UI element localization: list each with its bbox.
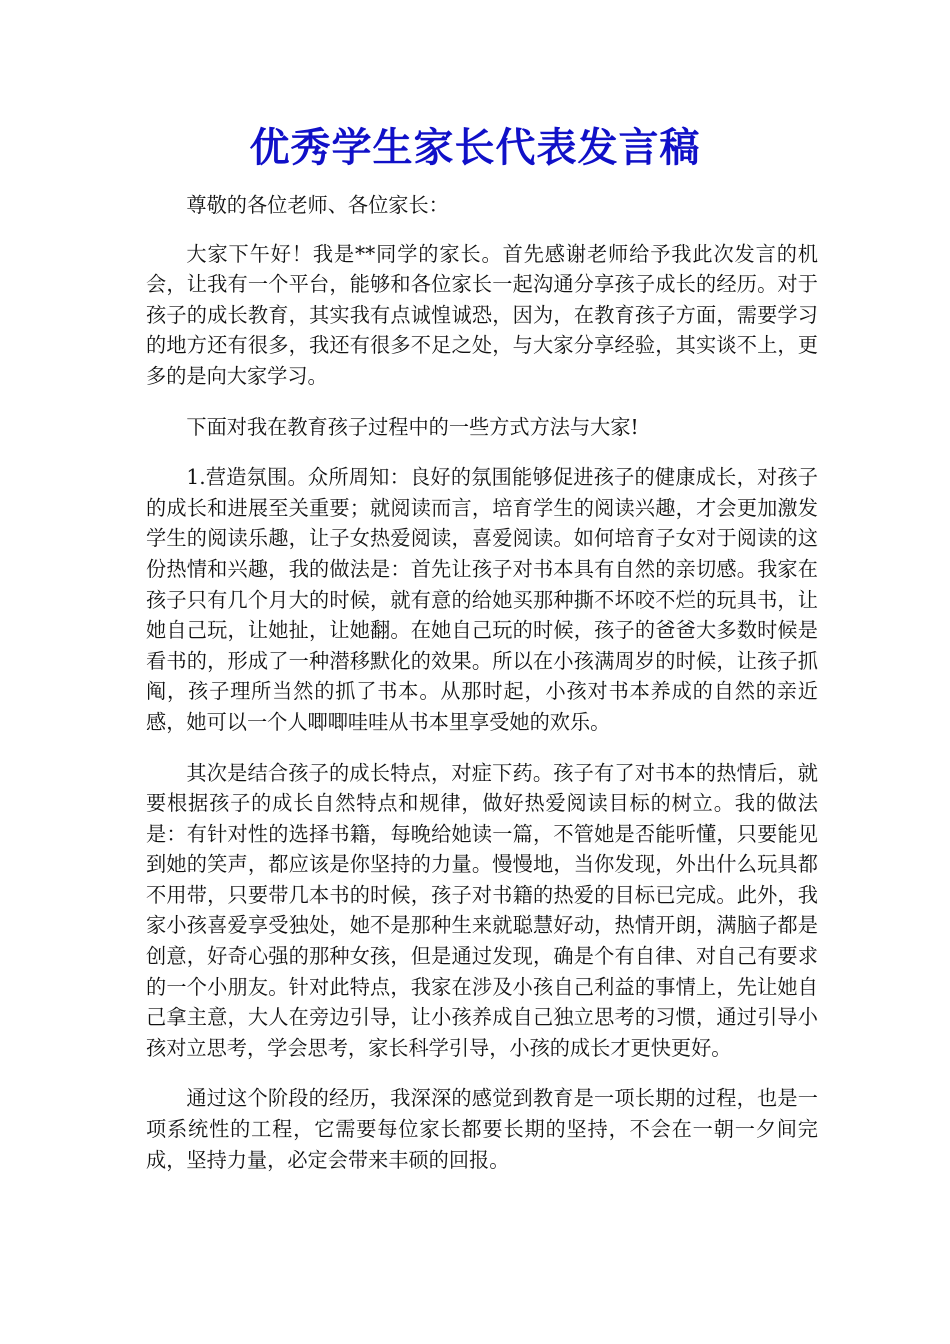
paragraph-point-two: 其次是结合孩子的成长特点，对症下药。孩子有了对书本的热情后，就要根据孩子的成长自然特点和规律，做好热爱阅读目标的树立。我的做法是：有针对性的选择书籍，每晚给她读一篇，不管她是否能听懂，只要能见到她的笑声，都应该是你坚持的力量。慢慢地，当你发现，外出什么玩具都不用带，只要带几本书的时候，孩子对书籍的热爱的目标已完成。此外，我家小孩喜爱享受独处，她不是那种生来就聪慧好动，热情开朗，满脑子都是创意，好奇心强的那种女孩，但是通过发现，确是个有自律、对自己有要求的一个小朋友。针对此特点，我家在涉及小孩自己利益的事情上，先让她自己拿主意，大人在旁边引导，让小孩养成自己独立思考的习惯，通过引导小孩对立思考，学会思考，家长科学引导，小孩的成长才更快更好。	[146, 760, 818, 1060]
paragraph-conclusion: 通过这个阶段的经历，我深深的感觉到教育是一项长期的过程，也是一项系统性的工程，它需要每位家长都要长期的坚持，不会在一朝一夕间完成，坚持力量，必定会带来丰硕的回报。	[146, 1086, 818, 1172]
document-title: 优秀学生家长代表发言稿	[249, 124, 701, 171]
paragraph-point-one: 1.营造氛围。众所周知：良好的氛围能够促进孩子的健康成长，对孩子的成长和进展至关重要；就阅读而言，培育学生的阅读兴趣，才会更加激发学生的阅读乐趣，让子女热爱阅读，喜爱阅读。如何培育子女对于阅读的这份热情和兴趣，我的做法是：首先让孩子对书本具有自然的亲切感。我家在孩子只有几个月大的时候，就有意的给她买那种撕不坏咬不烂的玩具书，让她自己玩，让她扯，让她翻。在她自己玩的时候，孩子的爸爸大多数时候是看书的，形成了一种潜移默化的效果。所以在小孩满周岁的时候，让孩子抓阄，孩子理所当然的抓了书本。从那时起，小孩对书本养成的自然的亲近感，她可以一个人唧唧哇哇从书本里享受她的欢乐。	[146, 465, 818, 734]
paragraph-greeting: 尊敬的各位老师、各位家长：	[186, 193, 449, 217]
document-body	[146, 190, 818, 1195]
paragraph-transition: 下面对我在教育孩子过程中的一些方式方法与大家!	[186, 414, 639, 439]
paragraph-introduction: 大家下午好！我是**同学的家长。首先感谢老师给予我此次发言的机会，让我有一个平台，能够和各位家长一起沟通分享孩子成长的经历。对于孩子的成长教育，其实我有点诚惶诚恐，因为，在教育孩子方面，需要学习的地方还有很多，我还有很多不足之处，与大家分享经验，其实谈不上，更多的是向大家学习。	[146, 241, 818, 388]
